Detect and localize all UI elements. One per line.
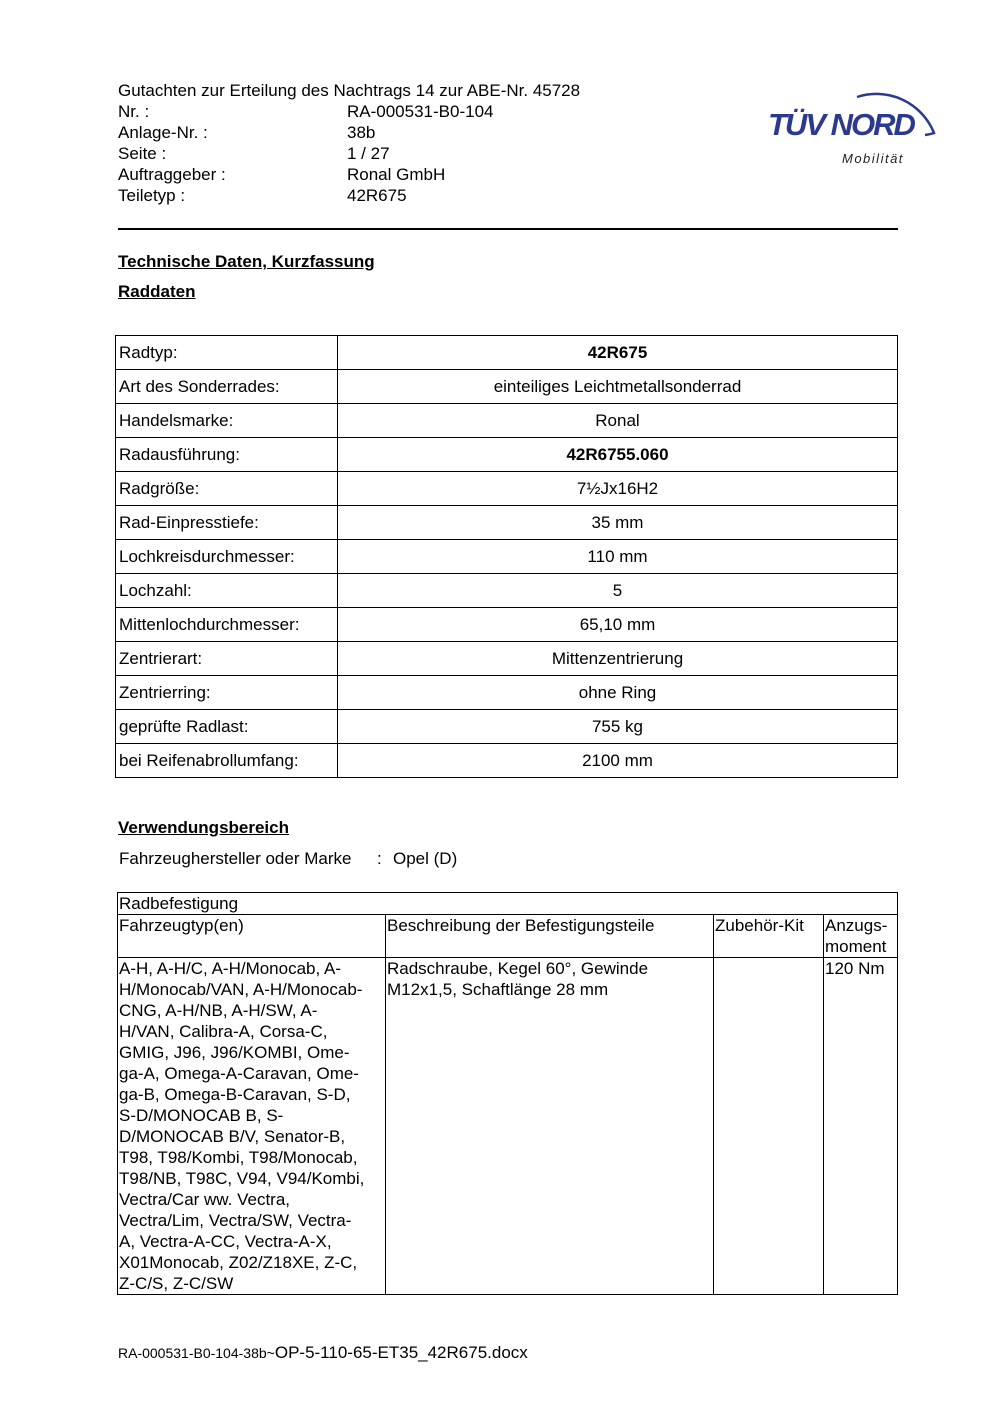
raddaten-row — [116, 710, 898, 744]
fahrzeugtypen-cell — [118, 958, 386, 1295]
raddaten-value: 2100 mm — [338, 744, 898, 778]
header-anzugsmoment: Anzugs- moment — [824, 915, 898, 958]
raddaten-row — [116, 370, 898, 404]
beschreibung-line: Radschraube, Kegel 60°, Gewinde — [387, 959, 649, 978]
raddaten-label: Mittenlochdurchmesser: — [116, 608, 338, 642]
meta-value: Ronal GmbH — [347, 165, 446, 184]
hersteller-separator: : — [377, 849, 382, 868]
raddaten-row — [116, 608, 898, 642]
raddaten-row — [116, 506, 898, 540]
raddaten-value: 35 mm — [338, 506, 898, 540]
raddaten-label: Radtyp: — [116, 336, 338, 370]
raddaten-value: Ronal — [338, 404, 898, 438]
fahrzeugtyp-line: H/Monocab/VAN, A-H/Monocab- — [119, 980, 363, 999]
meta-value: 42R675 — [347, 186, 407, 205]
fahrzeugtyp-line: ga-B, Omega-B-Caravan, S-D, — [119, 1085, 351, 1104]
meta-value: RA-000531-B0-104 — [347, 102, 494, 121]
meta-label: Seite : — [118, 144, 167, 163]
meta-row — [118, 164, 580, 185]
meta-list — [118, 101, 580, 206]
radbefestigung-table — [117, 892, 898, 1295]
raddaten-label: Lochkreisdurchmesser: — [116, 540, 338, 574]
hersteller-label: Fahrzeughersteller oder Marke — [119, 849, 352, 868]
raddaten-row — [116, 404, 898, 438]
raddaten-label: Rad-Einpresstiefe: — [116, 506, 338, 540]
document-title: Gutachten zur Erteilung des Nachtrags 14 zur ABE-Nr. 45728 — [118, 81, 581, 100]
logo-wordmark: TÜV NORD — [768, 107, 914, 142]
meta-label: Teiletyp : — [118, 186, 186, 205]
fahrzeugtyp-line: H/VAN, Calibra-A, Corsa-C, — [119, 1022, 328, 1041]
meta-value: 1 / 27 — [347, 144, 390, 163]
fahrzeugtyp-line: T98/NB, T98C, V94, V94/Kombi, — [119, 1169, 365, 1188]
meta-label: Nr. : — [118, 102, 150, 121]
fahrzeugtyp-line: A, Vectra-A-CC, Vectra-A-X, — [119, 1232, 332, 1251]
meta-label: Auftraggeber : — [118, 165, 226, 184]
fahrzeugtyp-line: X01Monocab, Z02/Z18XE, Z-C, — [119, 1253, 358, 1272]
meta-label: Anlage-Nr. : — [118, 123, 208, 142]
raddaten-row — [116, 676, 898, 710]
raddaten-row — [116, 642, 898, 676]
radbefestigung-caption: Radbefestigung — [118, 893, 898, 915]
raddaten-label: Handelsmarke: — [116, 404, 338, 438]
raddaten-value: einteiliges Leichtmetallsonderrad — [338, 370, 898, 404]
raddaten-value: Mittenzentrierung — [338, 642, 898, 676]
footer-file: OP-5-110-65-ET35_42R675.docx — [274, 1343, 528, 1362]
fahrzeugtyp-line: CNG, A-H/NB, A-H/SW, A- — [119, 1001, 318, 1020]
raddaten-row — [116, 574, 898, 608]
meta-row — [118, 143, 580, 164]
raddaten-value: 65,10 mm — [338, 608, 898, 642]
raddaten-value: 755 kg — [338, 710, 898, 744]
raddaten-table — [115, 335, 898, 778]
raddaten-value: 5 — [338, 574, 898, 608]
raddaten-value: 7½Jx16H2 — [338, 472, 898, 506]
header-zubehoer-kit: Zubehör-Kit — [714, 915, 824, 958]
footer-prefix: RA-000531-B0-104-38b~ — [118, 1345, 275, 1361]
fahrzeugtyp-line: GMIG, J96, J96/KOMBI, Ome- — [119, 1043, 350, 1062]
meta-row — [118, 122, 580, 143]
header-fahrzeugtyp: Fahrzeugtyp(en) — [118, 915, 386, 958]
raddaten-label: Art des Sonderrades: — [116, 370, 338, 404]
raddaten-row — [116, 540, 898, 574]
document-header — [118, 80, 580, 206]
raddaten-row — [116, 744, 898, 778]
raddaten-label: Radausführung: — [116, 438, 338, 472]
fahrzeugtyp-line: Vectra/Lim, Vectra/SW, Vectra- — [119, 1211, 352, 1230]
fahrzeugtyp-line: T98, T98/Kombi, T98/Monocab, — [119, 1148, 358, 1167]
hersteller-line — [119, 849, 457, 869]
raddaten-row — [116, 472, 898, 506]
header-divider — [118, 228, 898, 230]
fahrzeugtyp-line: D/MONOCAB B/V, Senator-B, — [119, 1127, 346, 1146]
hersteller-value: Opel (D) — [393, 849, 458, 868]
raddaten-label: Zentrierring: — [116, 676, 338, 710]
beschreibung-cell — [386, 958, 714, 1295]
meta-row — [118, 101, 580, 122]
raddaten-label: bei Reifenabrollumfang: — [116, 744, 338, 778]
raddaten-row — [116, 438, 898, 472]
section-heading-tech: Technische Daten, Kurzfassung — [118, 252, 375, 271]
raddaten-value: 42R675 — [338, 336, 898, 370]
meta-value: 38b — [347, 123, 376, 142]
section-heading-verwendung: Verwendungsbereich — [118, 818, 289, 837]
beschreibung-line: M12x1,5, Schaftlänge 28 mm — [387, 980, 609, 999]
raddaten-value: ohne Ring — [338, 676, 898, 710]
meta-row — [118, 185, 580, 206]
fahrzeugtyp-line: ga-A, Omega-A-Caravan, Ome- — [119, 1064, 359, 1083]
tuv-nord-logo — [762, 55, 942, 170]
section-heading-raddaten: Raddaten — [118, 282, 196, 301]
fahrzeugtyp-line: S-D/MONOCAB B, S- — [119, 1106, 284, 1125]
zubehoer-kit-cell — [714, 958, 824, 1295]
raddaten-label: Radgröße: — [116, 472, 338, 506]
footer-filename — [118, 1343, 528, 1363]
fahrzeugtyp-line: Vectra/Car ww. Vectra, — [119, 1190, 291, 1209]
anzugsmoment-cell: 120 Nm — [824, 958, 898, 1295]
header-beschreibung: Beschreibung der Befestigungsteile — [386, 915, 714, 958]
logo-subtitle: Mobilität — [842, 151, 904, 166]
fahrzeugtyp-line: Z-C/S, Z-C/SW — [119, 1274, 234, 1293]
raddaten-value: 42R6755.060 — [338, 438, 898, 472]
raddaten-value: 110 mm — [338, 540, 898, 574]
raddaten-label: Zentrierart: — [116, 642, 338, 676]
raddaten-label: Lochzahl: — [116, 574, 338, 608]
fahrzeugtyp-line: A-H, A-H/C, A-H/Monocab, A- — [119, 959, 342, 978]
raddaten-row — [116, 336, 898, 370]
raddaten-label: geprüfte Radlast: — [116, 710, 338, 744]
